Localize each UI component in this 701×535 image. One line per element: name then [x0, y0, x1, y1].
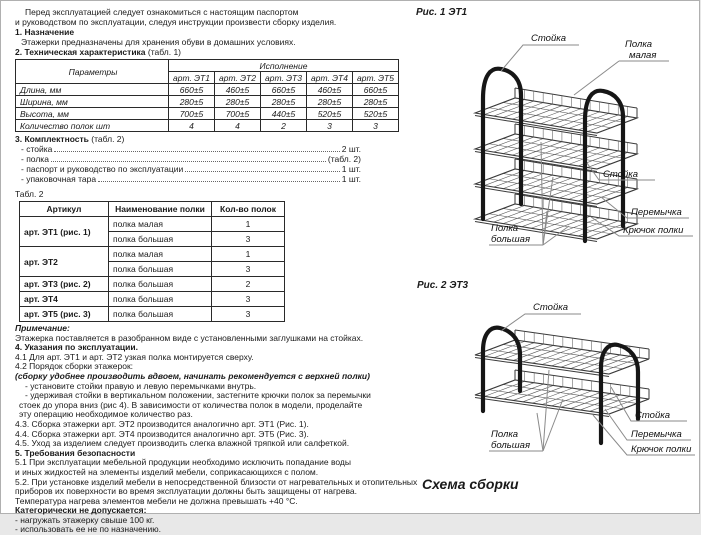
label-shelf-big: большая	[491, 234, 531, 245]
spec-cell: 280±5	[215, 96, 261, 108]
s4-p41: 4.1 Для арт. ЭТ1 и арт. ЭТ2 узкая полка монтируется сверху.	[15, 351, 254, 362]
spec-table	[15, 59, 399, 132]
s4-bullet-2-line3: эту операцию необходимое количество раз.	[19, 409, 193, 420]
note-heading: Примечание:	[15, 323, 70, 333]
shelf-table-header: Кол-во полок	[212, 202, 285, 217]
leader-line	[501, 314, 581, 331]
s4-bullet-1: - установите стойки правую и левую перемычками внутрь.	[25, 380, 257, 391]
shelf-name: полка большая	[109, 232, 212, 247]
section1-heading: 1. Назначение	[15, 27, 75, 37]
spec-cell: 2	[261, 120, 307, 132]
forbidden-heading: Категорически не допускается:	[15, 505, 147, 516]
section5-heading: 5. Требования безопасности	[15, 447, 136, 458]
shelf-article: арт. ЭТ2	[20, 247, 109, 277]
rack-drawing	[475, 69, 637, 242]
shelf-name: полка большая	[109, 262, 212, 277]
spec-table-group-header: Исполнение	[169, 60, 399, 72]
s5-p52-line3: Температура нагрева элементов мебели не должна превышать +40 °C.	[15, 495, 298, 506]
label-shelf-small: малая	[629, 50, 657, 61]
shelf-article: арт. ЭТ1 (рис. 1)	[20, 217, 109, 247]
rack-diagram-et1	[419, 25, 699, 265]
figure1-caption: Рис. 1 ЭТ1	[416, 7, 468, 18]
spec-cell: 520±5	[353, 108, 399, 120]
shelf-count: 3	[212, 307, 285, 322]
spec-row-label: Высота, мм	[16, 108, 169, 120]
shelf-table-header: Наименование полки	[109, 202, 212, 217]
spec-cell: 280±5	[261, 96, 307, 108]
shelf-table-header: Артикул	[20, 202, 109, 217]
spec-cell: 460±5	[215, 84, 261, 96]
s4-p42-note: (сборку удобнее производить вдвоем, начинать рекомендуется с верхней полки)	[15, 370, 370, 381]
spec-cell: 520±5	[307, 108, 353, 120]
spec-cell: 700±5	[169, 108, 215, 120]
spec-cell: 440±5	[261, 108, 307, 120]
list-item: - упаковочная тара 1 шт.	[21, 174, 361, 184]
spec-cell: 280±5	[307, 96, 353, 108]
s4-bullet-2-line2: стоек до упора вниз (рис 4). В зависимости от количества полок в модели, проделайте	[19, 399, 363, 410]
s4-bullet-2-line1: - удерживая стойки в вертикальном положении, застегните крючки полок за перемычки	[25, 390, 371, 401]
shelf-count: 3	[212, 262, 285, 277]
spec-cell: 660±5	[261, 84, 307, 96]
dotted-leader	[98, 181, 340, 182]
spec-row-label: Ширина, мм	[16, 96, 169, 108]
label-crossbar: Перемычка	[631, 429, 682, 440]
label-hook: Крючок полки	[623, 225, 684, 236]
s5-p51-line2: и иных жидкостей на элементы изделий мебели, соприкасающихся с полом.	[15, 466, 319, 477]
spec-row-label: Количество полок шт	[16, 120, 169, 132]
shelf-article: арт. ЭТ4	[20, 292, 109, 307]
list-item: - полка (табл. 2)	[21, 154, 361, 164]
table-row	[20, 202, 285, 217]
shelf-count: 1	[212, 217, 285, 232]
label-stand: Стойка	[531, 33, 567, 44]
dotted-leader	[185, 171, 340, 172]
spec-cell: 660±5	[353, 84, 399, 96]
spec-cell: 460±5	[307, 84, 353, 96]
table-row	[20, 217, 285, 232]
s4-p45: 4.5. Уход за изделием следует производить слегка влажной тряпкой или салфеткой.	[15, 438, 350, 449]
intro-line-1: Перед эксплуатацией следует ознакомиться с настоящим паспортом	[25, 7, 299, 17]
shelf-name: полка большая	[109, 277, 212, 292]
intro-line-2: и руководством по эксплуатации, следуя инструкции произвести сборку изделия.	[15, 17, 337, 27]
table-row	[16, 84, 399, 96]
s4-p42: 4.2 Порядок сборки этажерок:	[15, 361, 134, 372]
figure2-caption: Рис. 2 ЭТ3	[417, 280, 469, 291]
shelf-name: полка малая	[109, 247, 212, 262]
section3-heading: 3. Комплектность (табл. 2)	[15, 134, 125, 144]
spec-cell: 660±5	[169, 84, 215, 96]
text-column	[15, 7, 418, 535]
spec-col-header: арт. ЭТ5	[353, 72, 399, 84]
shelf-table	[19, 201, 285, 322]
list-item: - стойка 2 шт.	[21, 144, 361, 154]
table-row	[20, 277, 285, 292]
spec-cell: 4	[215, 120, 261, 132]
s4-p44: 4.4. Сборка этажерки арт. ЭТ4 производится аналогично арт. ЭТ5 (Рис. 3).	[15, 428, 309, 439]
label-stand: Стойка	[635, 410, 671, 421]
spec-cell: 3	[307, 120, 353, 132]
dotted-leader	[54, 151, 339, 152]
spec-cell: 4	[169, 120, 215, 132]
s5-p52-line2: приборов их поверхности во время эксплуатации должны быть защищены от нагрева.	[15, 486, 358, 497]
shelf-name: полка малая	[109, 217, 212, 232]
section2-heading: 2. Техническая характеристика (табл. 1)	[15, 47, 182, 57]
dotted-leader	[51, 161, 326, 162]
shelf-count: 2	[212, 277, 285, 292]
table-row	[16, 120, 399, 132]
assembly-scheme-caption: Схема сборки	[422, 476, 519, 492]
table-row	[16, 96, 399, 108]
forbidden-item-2: - использовать ее не по назначению.	[15, 524, 161, 535]
label-shelf-big: Полка	[491, 429, 519, 440]
spec-col-header: арт. ЭТ2	[215, 72, 261, 84]
spec-cell: 280±5	[169, 96, 215, 108]
table-row	[20, 292, 285, 307]
forbidden-item-1: - нагружать этажерку свыше 100 кг.	[15, 514, 155, 525]
label-shelf-small: Полка	[625, 39, 653, 50]
list-item: - паспорт и руководство по эксплуатации 1 шт.	[21, 164, 361, 174]
spec-cell: 700±5	[215, 108, 261, 120]
note-body: Этажерка поставляется в разобранном виде с установленными заглушками на стойках.	[15, 332, 364, 343]
leader-line	[501, 45, 579, 71]
shelf-count: 3	[212, 232, 285, 247]
s4-p43: 4.3. Сборка этажерки арт. ЭТ2 производится аналогично арт. ЭТ1 (Рис. 1).	[15, 418, 309, 429]
spec-col-header: арт. ЭТ3	[261, 72, 307, 84]
section4-heading: 4. Указания по эксплуатации.	[15, 342, 138, 353]
s5-p52-line1: 5.2. При установке изделий мебели в непосредственной близости от нагревательных и отопительных	[15, 476, 418, 487]
s5-p51-line1: 5.1 При эксплуатации мебельной продукции необходимо исключить попадание воды	[15, 457, 351, 468]
shelf-count: 3	[212, 292, 285, 307]
table2-caption: Табл. 2	[15, 189, 44, 199]
spec-row-label: Длина, мм	[16, 84, 169, 96]
spec-table-corner: Параметры	[16, 60, 169, 84]
shelf-name: полка большая	[109, 292, 212, 307]
rack-drawing	[475, 328, 649, 443]
table-row	[16, 108, 399, 120]
shelf-article: арт. ЭТ3 (рис. 2)	[20, 277, 109, 292]
spec-cell: 3	[353, 120, 399, 132]
label-crossbar: Перемычка	[631, 207, 682, 218]
leader-line	[543, 211, 547, 245]
table-row	[20, 247, 285, 262]
label-stand: Стойка	[533, 302, 569, 313]
label-shelf-big: большая	[491, 440, 531, 451]
spec-cell: 280±5	[353, 96, 399, 108]
label-stand: Стойка	[603, 169, 639, 180]
leader-line	[537, 413, 543, 451]
spec-col-header: арт. ЭТ4	[307, 72, 353, 84]
shelf-count: 1	[212, 247, 285, 262]
label-hook: Крючок полки	[631, 444, 692, 455]
shelf-name: полка большая	[109, 307, 212, 322]
rack-diagram-et3	[419, 295, 701, 471]
table-row	[20, 307, 285, 322]
shelf-article: арт. ЭТ5 (рис. 3)	[20, 307, 109, 322]
label-shelf-big: Полка	[491, 223, 519, 234]
section1-body: Этажерки предназначены для хранения обуви в домашних условиях.	[21, 37, 296, 47]
spec-col-header: арт. ЭТ1	[169, 72, 215, 84]
